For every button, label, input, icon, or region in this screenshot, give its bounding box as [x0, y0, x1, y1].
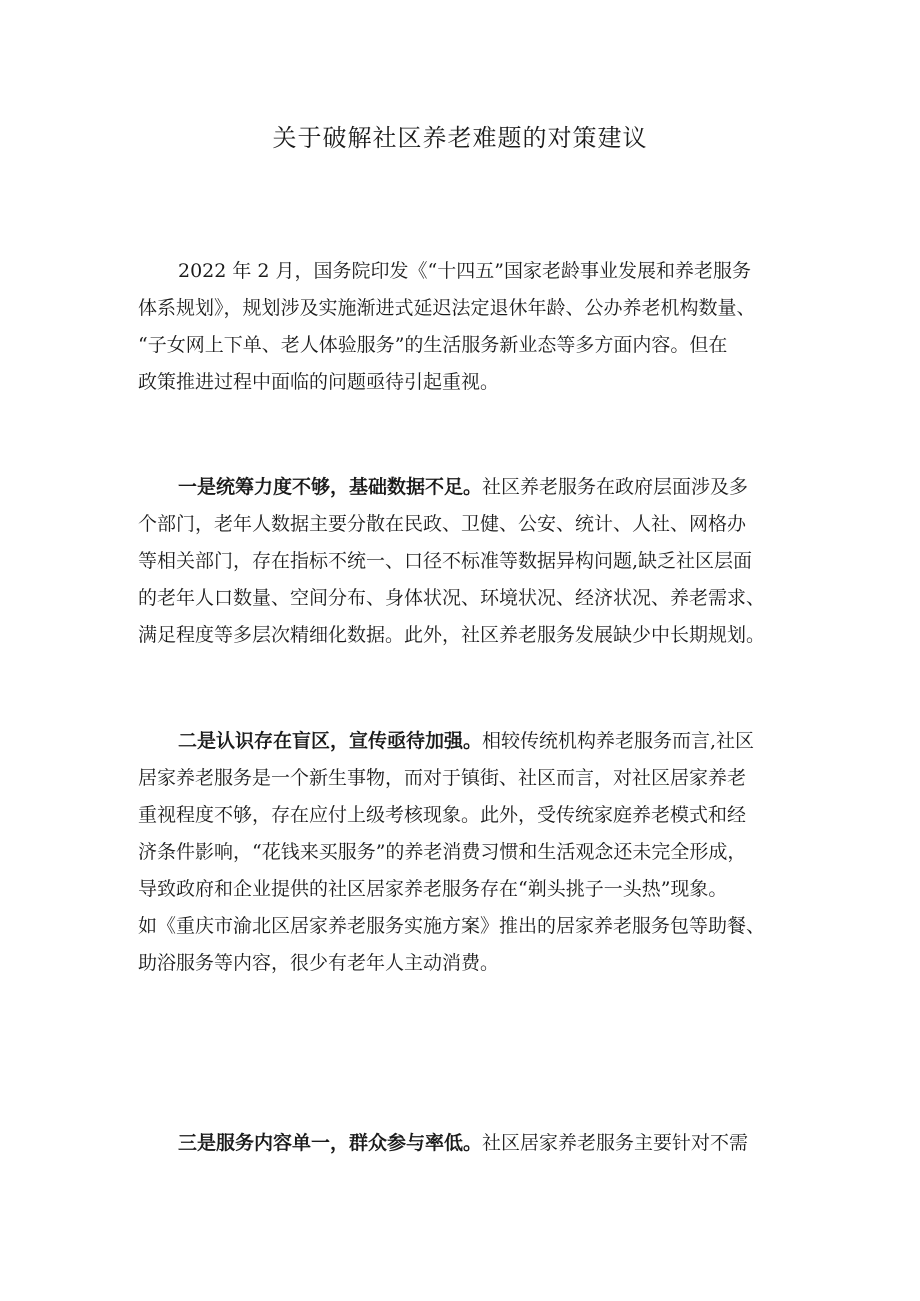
- paragraph-point-two: [138, 723, 792, 982]
- paragraph-first-line: [138, 1125, 792, 1162]
- document-title: 关于破解社区养老难题的对策建议: [272, 124, 648, 152]
- paragraph-first-line: [138, 469, 792, 506]
- paragraph-first-rest: 社区居家养老服务主要针对不需: [482, 1132, 749, 1154]
- paragraph-lead: 二是认识存在盲区，宣传亟待加强。: [178, 730, 483, 752]
- paragraph-point-three: [138, 1125, 792, 1162]
- paragraph-line: 重视程度不够，存在应付上级考核现象。此外，受传统家庭养老模式和经: [138, 804, 747, 826]
- paragraph-first-rest: 相较传统机构养老服务而言,社区: [482, 730, 755, 752]
- paragraph-first-rest: 社区养老服务在政府层面涉及多: [482, 476, 749, 498]
- paragraph-line: “子女网上下单、老人体验服务”的生活服务新业态等多方面内容。但在: [138, 334, 728, 356]
- paragraph-line: 等相关部门，存在指标不统一、口径不标准等数据异构问题,缺乏社区层面: [138, 550, 753, 572]
- paragraph-line: 个部门，老年人数据主要分散在民政、卫健、公安、统计、人社、网格办: [138, 513, 747, 535]
- paragraph-line: 济条件影响，“花钱来买服务”的养老消费习惯和生活观念还未完全形成，: [138, 841, 747, 863]
- paragraph-lead: 一是统筹力度不够，基础数据不足。: [178, 476, 483, 498]
- paragraph-line: 政策推进过程中面临的问题亟待引起重视。: [138, 371, 500, 393]
- paragraph-lead: 三是服务内容单一，群众参与率低。: [178, 1132, 483, 1154]
- paragraph-line: 的老年人口数量、空间分布、身体状况、环境状况、经济状况、养老需求、: [138, 587, 766, 609]
- paragraph-line: 如《重庆市渝北区居家养老服务实施方案》推出的居家养老服务包等助餐、: [138, 915, 766, 937]
- paragraph-line: 满足程度等多层次精细化数据。此外，社区养老服务发展缺少中长期规划。: [138, 624, 766, 646]
- paragraph-line: 居家养老服务是一个新生事物，而对于镇街、社区而言，对社区居家养老: [138, 767, 747, 789]
- paragraph-point-one: [138, 469, 792, 654]
- paragraph-line: 导致政府和企业提供的社区居家养老服务存在“剃头挑子一头热”现象。: [138, 878, 728, 900]
- paragraph-line: 助浴服务等内容，很少有老年人主动消费。: [138, 952, 500, 974]
- paragraph-first-line: [138, 723, 792, 760]
- paragraph-line: 体系规划》，规划涉及实施渐进式延迟法定退休年龄、公办养老机构数量、: [138, 297, 756, 319]
- paragraph-line: 2022 年 2 月，国务院印发《“十四五”国家老龄事业发展和养老服务: [178, 260, 751, 282]
- paragraph-intro: [138, 253, 792, 401]
